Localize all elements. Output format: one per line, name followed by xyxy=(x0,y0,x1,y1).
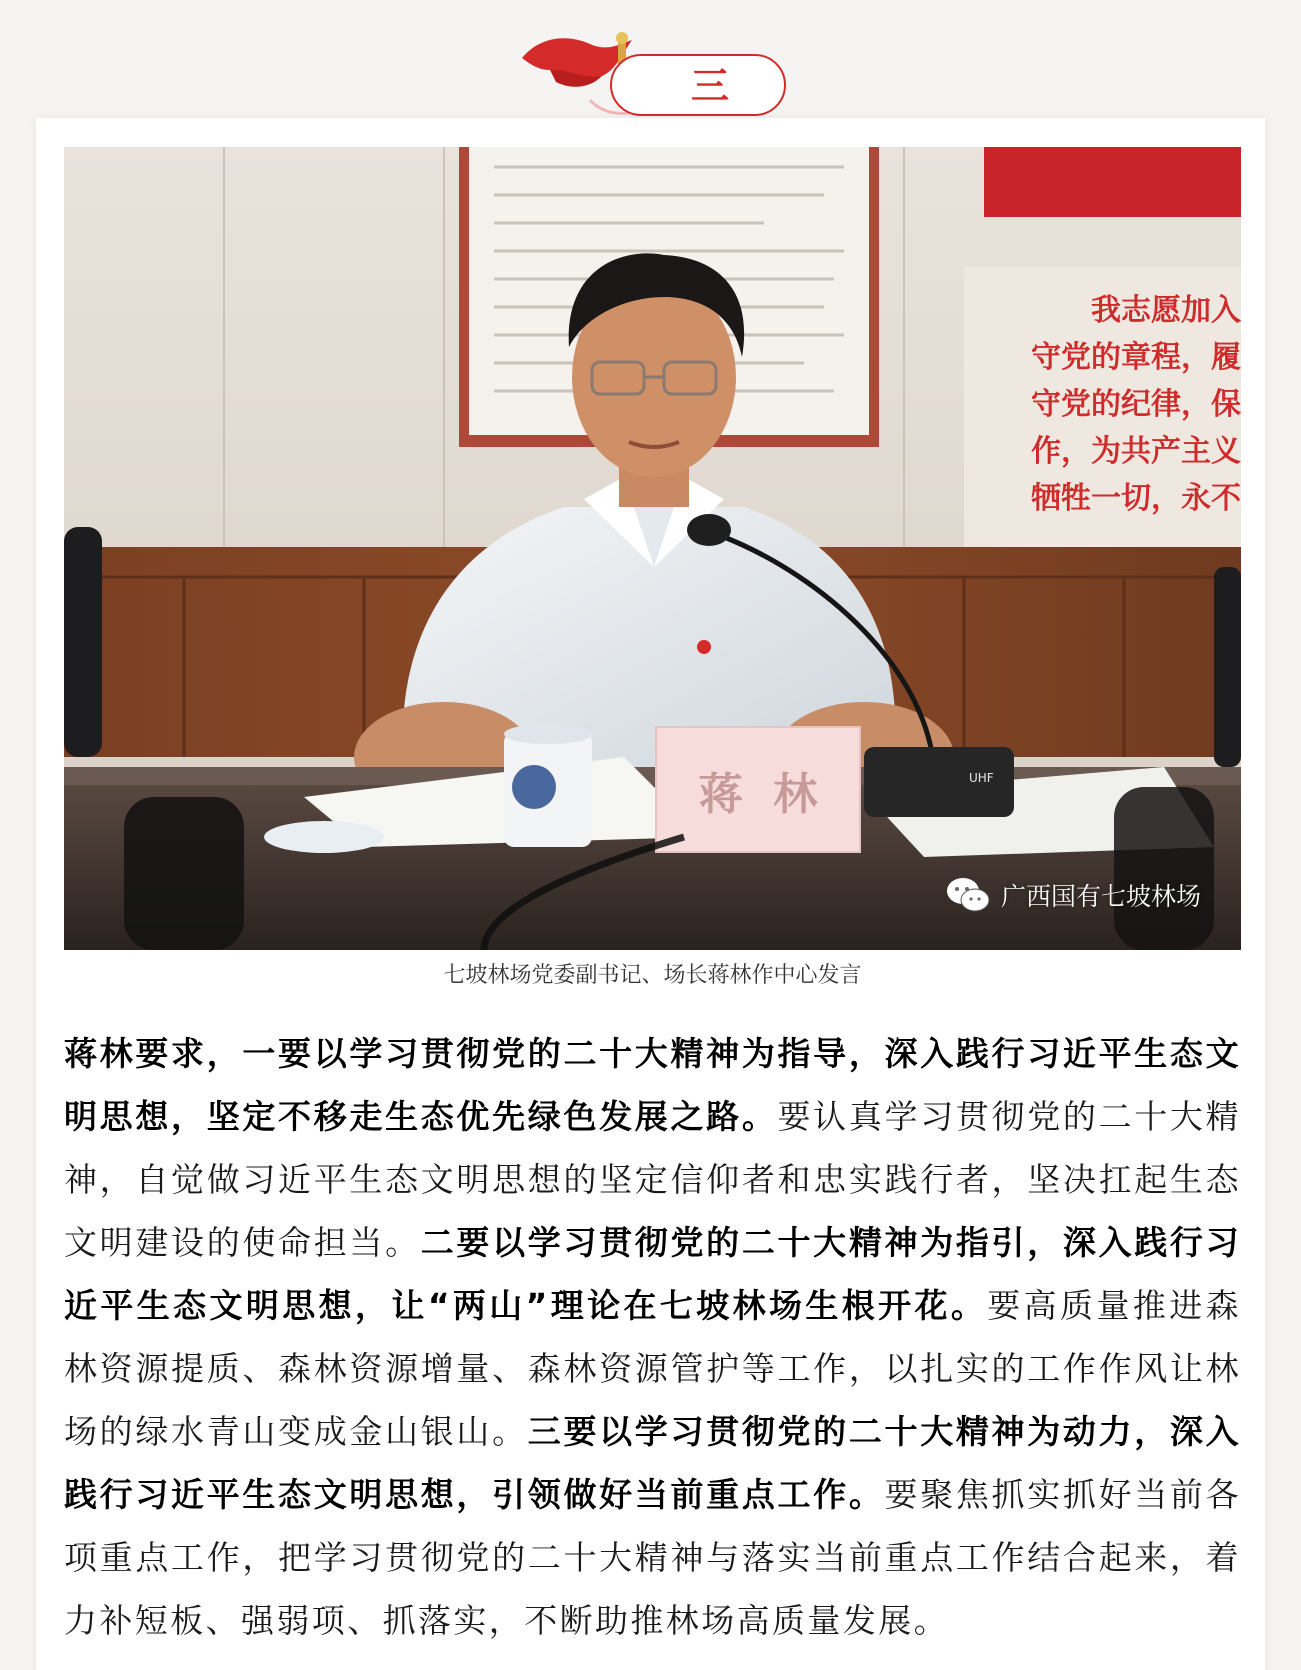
wall-oath-line: 作，为共产主义 xyxy=(1031,434,1241,469)
nameplate-text: 蒋 林 xyxy=(698,769,818,820)
wall-oath-text xyxy=(964,287,1241,522)
photo-caption: 七坡林场党委副书记、场长蒋林作中心发言 xyxy=(443,963,862,988)
text-segment: 要聚焦抓实抓好当前各项重点工作，把学习贯彻党的二十大精神与落实当前重点工作结合起来，着力补短板、强弱项、抓落实，不断助推林场高质量发展。 xyxy=(64,1475,1242,1640)
section-number: 三 xyxy=(690,63,729,108)
meeting-photo xyxy=(64,147,1241,950)
text-segment-bold: 蒋林要求，一要以学习贯彻党的二十大精神为指导，深入践行习近平生态文明思想，坚定不移走生态优先绿色发展之路。 xyxy=(64,1034,1241,1136)
text-segment: 要认真学习贯彻党的二十大精神，自觉做习近平生态文明思想的坚定信仰者和忠实践行者，坚决扛起生态文明建设的使命担当。 xyxy=(64,1097,1241,1262)
section-badge xyxy=(520,30,790,125)
mic-brand-text: UHF xyxy=(969,771,994,785)
photo-watermark xyxy=(945,876,1201,914)
text-segment-bold: 三要以学习贯彻党的二十大精神为动力，深入践行习近平生态文明思想，引领做好当前重点工作。 xyxy=(64,1412,1242,1514)
meeting-photo-illustration xyxy=(64,147,1241,950)
text-segment-bold: 二要以学习贯彻党的二十大精神为指引，深入践行习近平生态文明思想，让“两山”理论在七坡林场生根开花。 xyxy=(64,1223,1241,1325)
wall-oath-line: 守党的章程，履 xyxy=(1031,340,1241,375)
wechat-icon xyxy=(945,876,991,914)
wall-oath-line: 我志愿加入 xyxy=(1091,293,1241,328)
text-segment: 要高质量推进森林资源提质、森林资源增量、森林资源管护等工作，以扎实的工作作风让林场的绿水青山变成金山银山。 xyxy=(64,1286,1241,1451)
wall-oath-line: 守党的纪律，保 xyxy=(1031,387,1241,422)
watermark-text: 广西国有七坡林场 xyxy=(1000,882,1201,911)
wall-oath-line: 牺牲一切，永不 xyxy=(1031,481,1241,516)
article-paragraph xyxy=(64,1022,1241,1652)
